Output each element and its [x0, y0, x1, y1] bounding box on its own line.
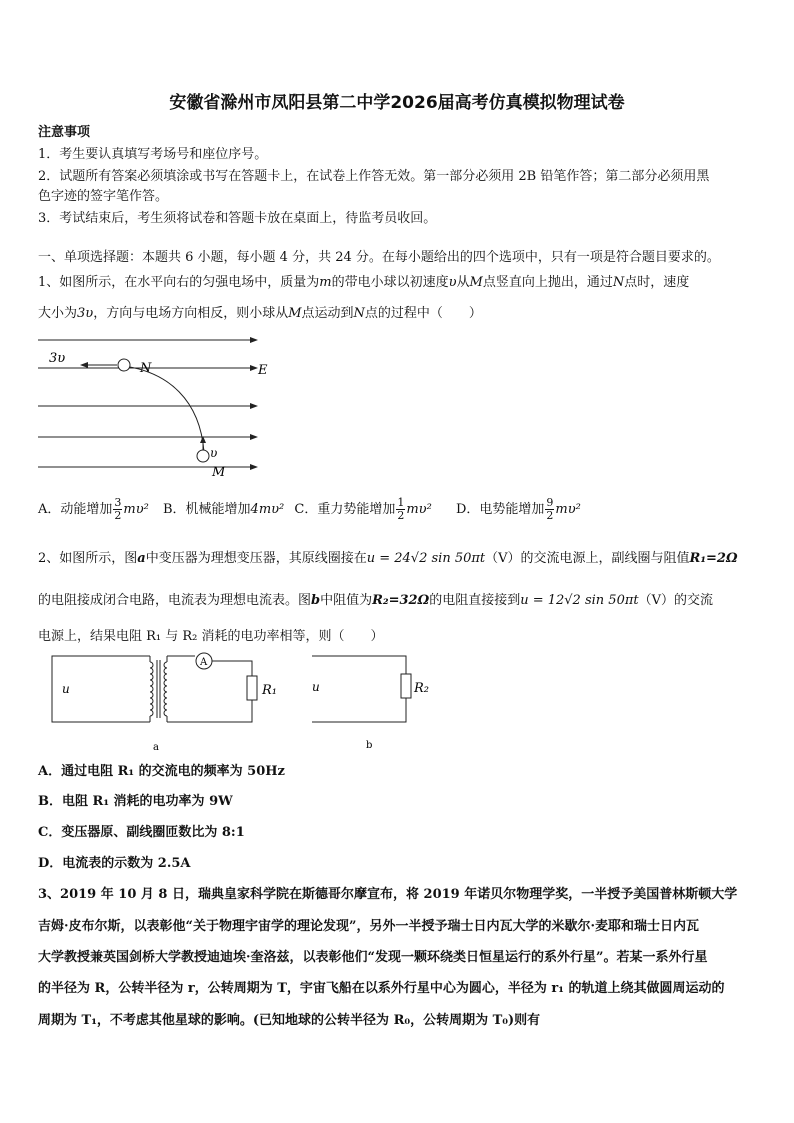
- q3-line-4: 的半径为 R，公转半径为 r，公转周期为 T，宇宙飞船在以系外行星中心为圆心，半径为 r₁ 的轨道上绕其做圆周运动的: [38, 981, 725, 996]
- notice-item-2-cont: 色字迹的签字笔作答。: [38, 189, 169, 204]
- q1-text-line1: 1、如图所示，在水平向右的匀强电场中，质量为m的带电小球以初速度υ从M点竖直向上抛出，通过N点时，速度: [38, 275, 690, 290]
- label-E: E: [258, 363, 268, 378]
- q2-option-d[interactable]: D．电流表的示数为 2.5A: [38, 856, 191, 871]
- q1-option-a[interactable]: A．动能增加 $\frac{3}{2}$ mυ²: [38, 496, 149, 522]
- label-3v: 3υ: [49, 351, 66, 366]
- q2-option-b[interactable]: B．电阻 R₁ 消耗的电功率为 9W: [38, 794, 233, 809]
- section-heading: 一、单项选择题：本题共 6 小题，每小题 4 分，共 24 分。在每小题给出的四个选项中，只有一项是符合题目要求的。: [38, 250, 720, 265]
- ammeter-label: A: [200, 657, 208, 668]
- q2-text-line2: 的电阻接成闭合电路，电流表为理想电流表。图b中阻值为R₂=32Ω的电阻直接接到u = 12√2 sin 50πt（V）的交流: [38, 593, 713, 608]
- notice-item-2: 2．试题所有答案必须填涂或书写在答题卡上，在试卷上作答无效。第一部分必须用 2B 铅笔作答；第二部分必须用黑: [38, 169, 710, 184]
- q1-option-d[interactable]: D．电势能增加 $\frac{9}{2}$ mυ²: [455, 496, 581, 522]
- q3-line-1: 3、2019 年 10 月 8 日，瑞典皇家科学院在斯德哥尔摩宣布，将 2019 年诺贝尔物理学奖，一半授予美国普林斯顿大学: [38, 887, 738, 902]
- q3-line-5: 周期为 T₁，不考虑其他星球的影响。(已知地球的公转半径为 R₀，公转周期为 T₀)则有: [38, 1013, 541, 1028]
- label-M: M: [212, 465, 226, 480]
- q2-text-line3: 电源上，结果电阻 R₁ 与 R₂ 消耗的电功率相等，则（ ）: [38, 629, 384, 644]
- label-N: N: [140, 361, 152, 376]
- notice-item-1: 1．考生要认真填写考场号和座位序号。: [38, 147, 268, 162]
- page-title: 安徽省滁州市凤阳县第二中学2026届高考仿真模拟物理试卷: [169, 93, 625, 113]
- caption-b: b: [366, 740, 373, 751]
- label-R2: R₂: [414, 681, 429, 696]
- label-u-a: u: [62, 682, 70, 696]
- label-v: υ: [210, 446, 218, 460]
- q3-line-2: 吉姆·皮布尔斯，以表彰他“关于物理宇宙学的理论发现”，另外一半授予瑞士日内瓦大学的米歇尔·麦耶和瑞士日内瓦: [38, 919, 700, 934]
- notice-heading: 注意事项: [38, 125, 91, 140]
- q1-option-c[interactable]: C．重力势能增加 $\frac{1}{2}$ mυ²: [294, 496, 432, 522]
- label-R1: R₁: [262, 683, 277, 698]
- q1-option-b[interactable]: B．机械能增加4mυ²: [162, 502, 285, 517]
- q2-option-a[interactable]: A．通过电阻 R₁ 的交流电的频率为 50Hz: [38, 764, 285, 779]
- q2-option-c[interactable]: C．变压器原、副线圈匝数比为 8:1: [38, 825, 245, 840]
- notice-item-3: 3．考试结束后，考生须将试卷和答题卡放在桌面上，待监考员收回。: [38, 211, 437, 226]
- q1-text-line2: 大小为3υ，方向与电场方向相反，则小球从M点运动到N点的过程中（ ）: [38, 306, 482, 321]
- label-u-b: u: [312, 680, 320, 694]
- q2-text-line1: 2、如图所示，图a中变压器为理想变压器，其原线圈接在u = 24√2 sin 50πt（V）的交流电源上，副线圈与阻值R₁=2Ω: [38, 551, 738, 566]
- caption-a: a: [153, 742, 159, 753]
- q3-line-3: 大学教授兼英国剑桥大学教授迪迪埃·奎洛兹，以表彰他们“发现一颗环绕类日恒星运行的系外行星”。若某一系外行星: [38, 950, 708, 965]
